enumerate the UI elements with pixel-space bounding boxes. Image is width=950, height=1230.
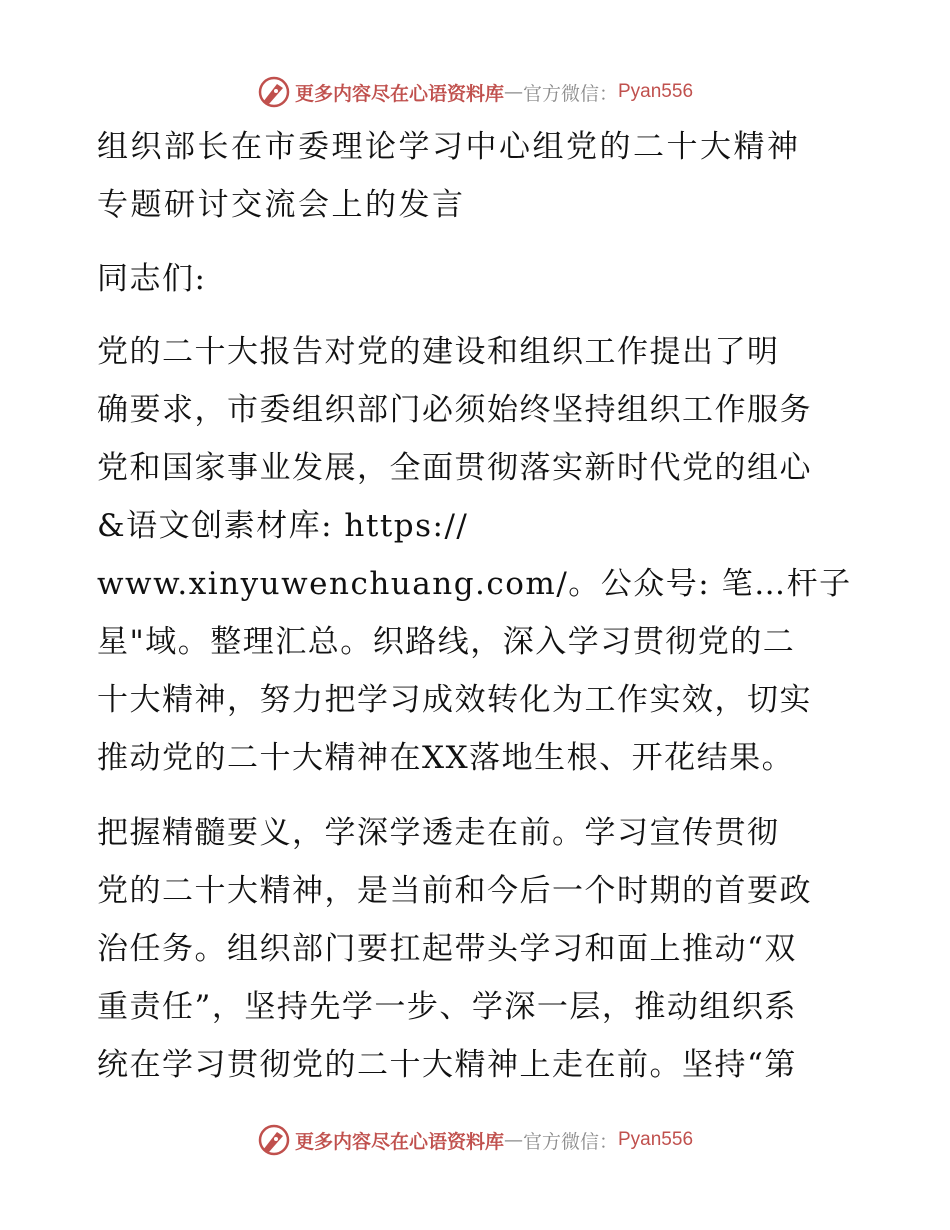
paragraph-2: [97, 804, 857, 1094]
pen-nib-logo-icon: [257, 1123, 291, 1157]
text-line: 重责任”，坚持先学一步、学深一层，推动组织系: [97, 989, 797, 1025]
text-line: 治任务。组织部门要扛起带头学习和面上推动“双: [97, 931, 797, 967]
banner-separator: —: [503, 1129, 523, 1151]
banner-separator: —: [503, 81, 523, 103]
banner-label: 官方微信：: [522, 1130, 618, 1153]
title-line: 专题研讨交流会上的发言: [97, 187, 466, 223]
banner-label: 官方微信：: [522, 82, 618, 105]
pen-nib-logo-icon: [257, 75, 291, 109]
header-watermark-banner: [0, 72, 950, 112]
text-line: 党的二十大报告对党的建设和组织工作提出了明: [97, 334, 780, 370]
text-line: 推动党的二十大精神在XX落地生根、开花结果。: [97, 740, 795, 776]
footer-watermark-banner: [0, 1120, 950, 1160]
text-line: 党的二十大精神，是当前和今后一个时期的首要政: [97, 873, 812, 909]
title-line: 组织部长在市委理论学习中心组党的二十大精神: [97, 129, 801, 165]
text-line: 十大精神，努力把学习成效转化为工作实效，切实: [97, 682, 812, 718]
text-line: www.xinyuwenchuang.com/。公众号: 笔…杆子: [97, 566, 852, 602]
salutation-text: 同志们:: [97, 261, 207, 297]
salutation: [97, 250, 857, 308]
banner-wechat-id: Pyan556: [618, 1129, 694, 1150]
text-line: 党和国家事业发展，全面贯彻落实新时代党的组心: [97, 450, 812, 486]
text-line: &语文创素材库: https://: [97, 508, 469, 544]
text-line: 统在学习贯彻党的二十大精神上走在前。坚持“第: [97, 1047, 797, 1083]
text-line: 星"域。整理汇总。织路线，深入学习贯彻党的二: [97, 624, 796, 660]
document-title: [97, 118, 857, 234]
text-line: 把握精髓要义，学深学透走在前。学习宣传贯彻: [97, 815, 780, 851]
paragraph-1: [97, 323, 857, 787]
banner-brand: 更多内容尽在心语资料库: [294, 82, 504, 105]
text-line: 确要求，市委组织部门必须始终坚持组织工作服务: [97, 392, 812, 428]
banner-wechat-id: Pyan556: [618, 81, 694, 102]
banner-brand: 更多内容尽在心语资料库: [294, 1130, 504, 1153]
